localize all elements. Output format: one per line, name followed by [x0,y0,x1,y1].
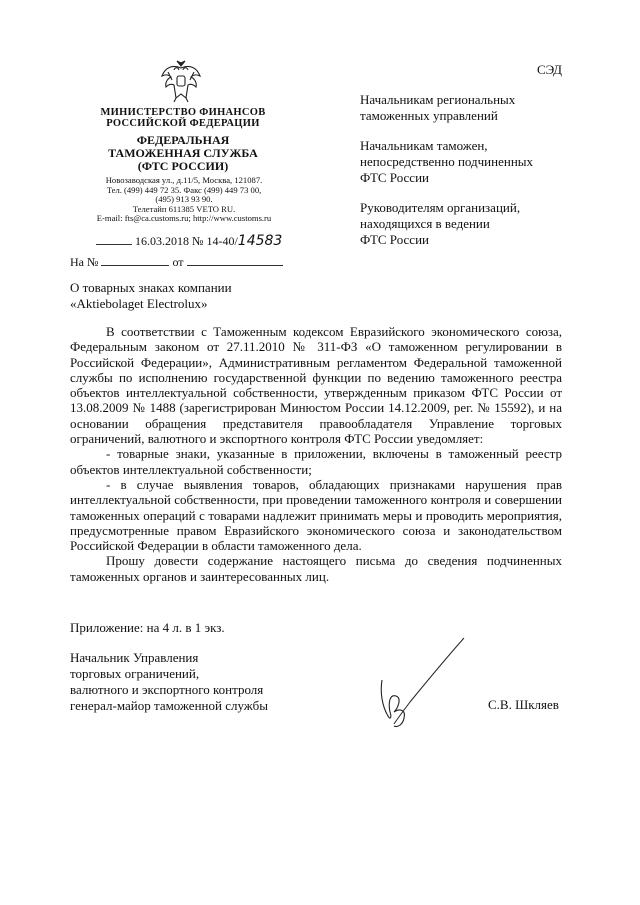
letter-body [70,324,562,584]
registration-number-handwritten: 14583 [237,233,283,249]
registration-date: 16.03.2018 [135,234,189,248]
attachment-note: Приложение: на 4 л. в 1 экз. [70,620,225,635]
recipient-line: находящихся в ведении [360,216,490,231]
signatory-title-line: валютного и экспортного контроля [70,682,264,697]
body-paragraph: - товарные знаки, указанные в приложении, включены в таможенный реестр объектов интеллектуальной собственности; [70,446,562,477]
contact-line: Телетайп 611385 VETO RU. [132,203,236,214]
sed-mark: СЭД [537,62,563,77]
recipient-line: таможенных управлений [360,108,498,123]
recipient-group [360,200,600,248]
service-line: ТАМОЖЕННАЯ СЛУЖБА [108,146,258,160]
reference-from-label: от [172,255,184,269]
eagle-emblem-icon [160,58,202,104]
service-name [88,134,278,173]
body-paragraph: Прошу довести содержание настоящего письма до сведения подчиненных таможенных органов и заинтересованных лиц. [70,553,562,584]
reference-label: На № [70,255,99,269]
recipient-group [360,92,600,124]
service-line: ФЕДЕРАЛЬНАЯ [136,133,230,147]
registration-line [96,233,282,249]
signatory-title-line: генерал-майор таможенной службы [70,698,268,713]
recipient-line: ФТС России [360,232,429,247]
signatory-title-line: торговых ограничений, [70,666,200,681]
ministry-line: МИНИСТЕРСТВО ФИНАНСОВ [100,107,266,118]
subject [70,280,232,312]
service-line: (ФТС РОССИИ) [137,159,229,173]
recipient-line: Начальникам региональных [360,92,516,107]
recipient-group [360,138,600,186]
contact-line: (495) 913 93 90. [155,194,213,205]
ministry-line: РОССИЙСКОЙ ФЕДЕРАЦИИ [106,118,260,129]
signatory-name: С.В. Шкляев [488,697,559,712]
ministry-name [88,107,278,129]
body-paragraph: - в случае выявления товаров, обладающих признаками нарушения прав интеллектуальной собственности, при проведении таможенного контроля и совершении таможенных операций с товарами надлежит принимать меры и проводить мероприятия, предусмотренные правом Евразийского экономического союза и законодательством Российской Федерации в области таможенного дела. [70,476,562,554]
reference-line [70,255,283,270]
recipient-line: ФТС России [360,170,429,185]
registration-number-prefix: № 14-40/ [192,234,238,248]
contact-line: E-mail: fts@ca.customs.ru; http://www.customs.ru [96,213,272,224]
subject-line: «Aktiebolaget Electrolux» [70,296,208,311]
body-paragraph: В соответствии с Таможенным кодексом Евразийского экономического союза, Федеральным законом от 27.11.2010 № 311-ФЗ «О таможенном регулировании в Российской Федерации», Административным регламентом Федеральной таможенной службы по исполнению государственной функции по ведению таможенного реестра объектов интеллектуальной собственности, утвержденным приказом ФТС России от 13.08.2009 № 1488 (зарегистрирован Минюстом России 14.12.2009, рег. № 15592), и на основании обращения представителя правообладателя Управление торговых ограничений, валютного и экспортного контроля ФТС России уведомляет: [70,324,562,447]
recipient-line: Руководителям организаций, [360,200,521,215]
handwritten-signature [368,636,468,732]
signatory-title-line: Начальник Управления [70,650,199,665]
contact-line: Новозаводская ул., д.11/5, Москва, 121087. [105,175,263,185]
recipient-line: Начальникам таможен, [360,138,488,153]
recipient-line: непосредственно подчиненных [360,154,534,169]
contact-line: Тел. (499) 449 72 35. Факс (499) 449 73 00, [106,184,262,195]
letterhead-contacts [78,176,290,224]
signatory-title [70,650,268,714]
subject-line: О товарных знаках компании [70,280,232,295]
